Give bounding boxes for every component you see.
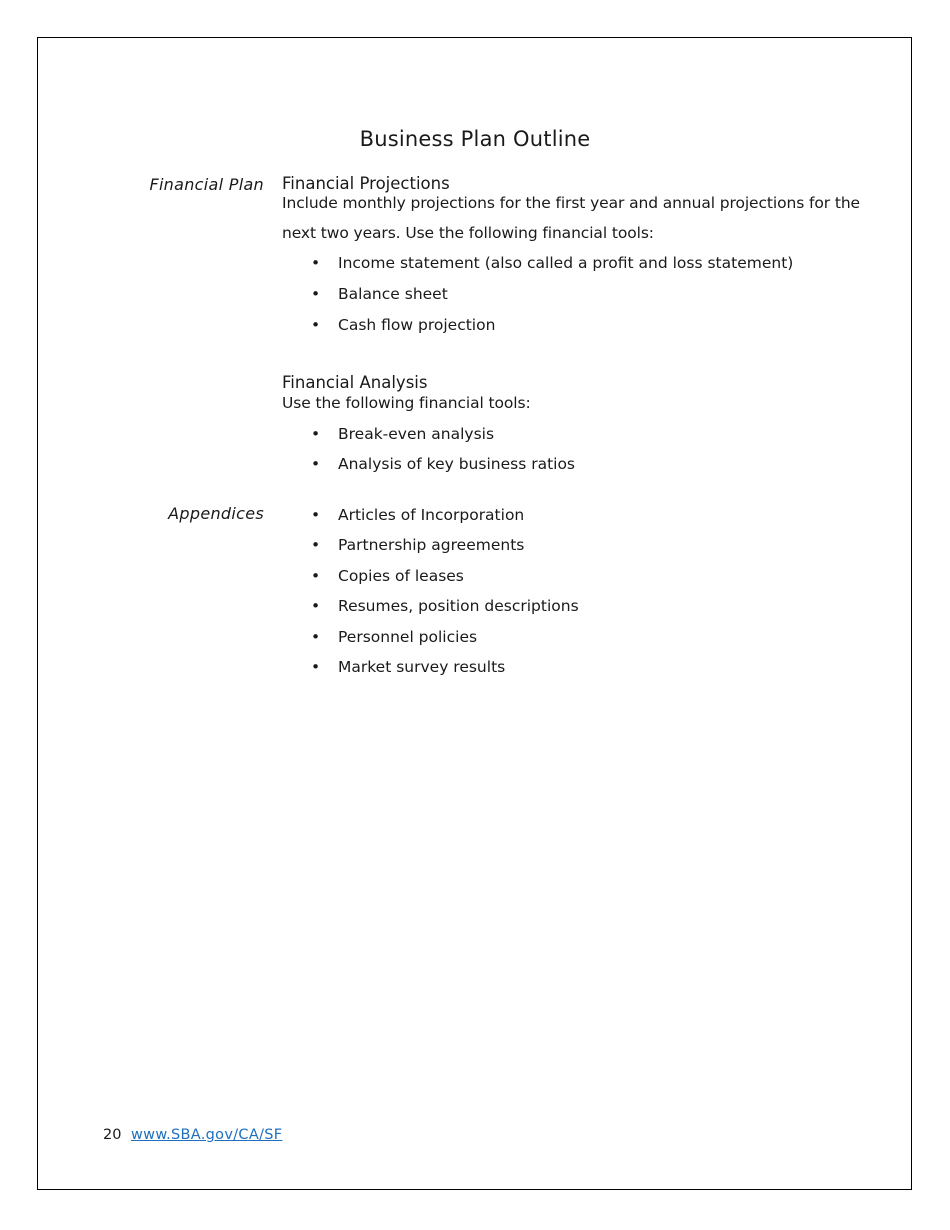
list-item: [310, 628, 579, 658]
page-number: 20: [103, 1127, 122, 1143]
list-item-text: Income statement (also called a profit and loss statement): [338, 254, 794, 272]
financial-plan-label: Financial Plan: [149, 175, 264, 194]
bullet-icon: •: [311, 455, 321, 473]
financial-projections-heading: Financial Projections: [282, 174, 450, 193]
sba-website-link[interactable]: www.SBA.gov/CA/SF: [131, 1127, 283, 1143]
appendices-label: Appendices: [168, 504, 264, 523]
list-item-text: Partnership agreements: [338, 536, 525, 555]
analysis-intro-text: Use the following financial tools:: [282, 394, 531, 412]
list-item: [310, 567, 579, 597]
analysis-tools-list: [310, 425, 575, 485]
list-item-text: Break-even analysis: [338, 425, 495, 443]
list-item: [310, 254, 793, 285]
bullet-icon: •: [311, 566, 321, 585]
bullet-icon: •: [311, 254, 321, 272]
bullet-icon: •: [311, 425, 321, 443]
list-item: [310, 425, 575, 455]
list-item: [310, 316, 793, 347]
financial-analysis-heading: Financial Analysis: [282, 373, 428, 392]
bullet-icon: •: [311, 285, 321, 303]
appendices-list: [310, 506, 579, 688]
bullet-icon: •: [311, 627, 321, 646]
bullet-icon: •: [311, 597, 321, 616]
list-item-text: Analysis of key business ratios: [338, 455, 576, 473]
list-item-text: Market survey results: [338, 657, 506, 676]
bullet-icon: •: [311, 316, 321, 334]
list-item: [310, 455, 575, 485]
list-item-text: Cash flow projection: [338, 316, 496, 334]
list-item: [310, 597, 579, 627]
list-item-text: Articles of Incorporation: [338, 506, 525, 524]
list-item: [310, 658, 579, 688]
list-item-text: Balance sheet: [338, 285, 448, 303]
projections-text-line-2: next two years. Use the following financial tools:: [282, 224, 654, 242]
page-title: Business Plan Outline: [359, 127, 591, 151]
bullet-icon: •: [311, 657, 321, 676]
projections-text-line-1: Include monthly projections for the first year and annual projections for the: [282, 194, 860, 212]
list-item: [310, 506, 579, 536]
list-item-text: Copies of leases: [338, 566, 464, 585]
bullet-icon: •: [311, 536, 321, 555]
bullet-icon: •: [311, 506, 321, 524]
list-item-text: Resumes, position descriptions: [338, 597, 579, 616]
list-item: [310, 536, 579, 566]
list-item: [310, 285, 793, 316]
list-item-text: Personnel policies: [338, 627, 478, 646]
projections-tools-list: [310, 254, 793, 347]
